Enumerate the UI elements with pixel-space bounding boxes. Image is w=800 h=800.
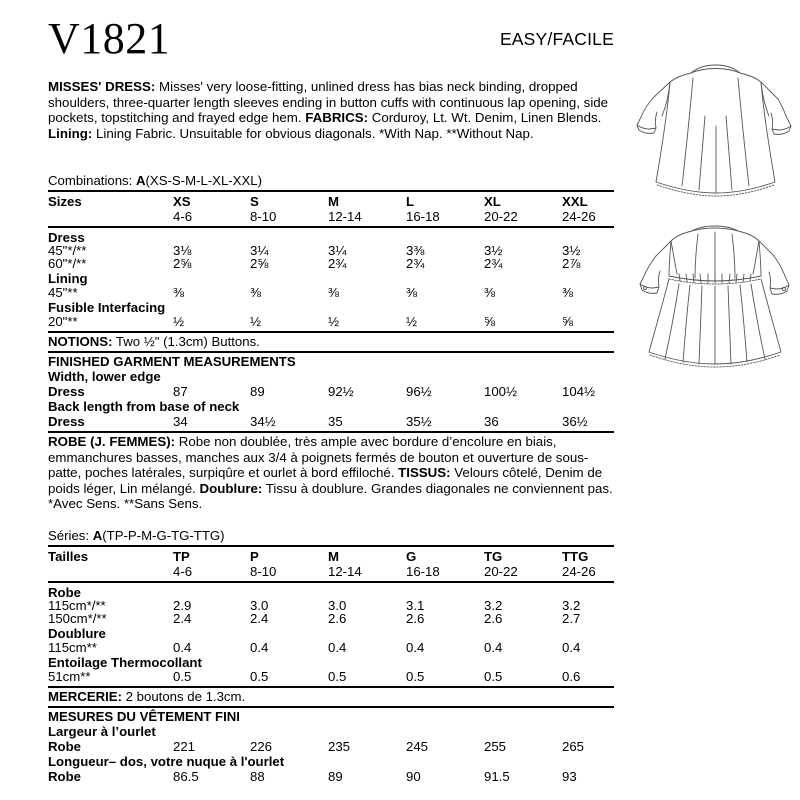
lining-label-french: Doublure:	[199, 480, 263, 496]
row-value: 2¾	[328, 256, 347, 271]
table-row	[48, 739, 614, 754]
row-value: 2¾	[406, 256, 425, 271]
group-heading-entoilage	[48, 655, 614, 670]
row-value: 3¼	[328, 243, 347, 258]
row-value: 104½	[562, 384, 596, 399]
row-value: 87	[173, 384, 188, 399]
table-rule	[48, 331, 614, 333]
row-value: ⅝	[484, 314, 495, 329]
size-code-l: L	[406, 194, 415, 209]
combinations-english	[48, 173, 614, 188]
row-value: 0.5	[250, 669, 269, 684]
row-label: 20"**	[48, 314, 78, 329]
group-heading-doublure	[48, 626, 614, 641]
table-rule	[48, 431, 614, 433]
size-code-ttg: TTG	[562, 549, 589, 564]
combinations-group-french: A	[92, 528, 103, 543]
row-value: 90	[406, 769, 421, 784]
row-value: 2⅞	[562, 256, 581, 271]
table-row	[48, 314, 614, 329]
row-value: 86.5	[173, 769, 199, 784]
table-rule	[48, 686, 614, 688]
size-number-m: 12-14	[328, 209, 362, 224]
size-code-xl: XL	[484, 194, 501, 209]
finished-measurements-title-english: FINISHED GARMENT MEASUREMENTS	[48, 354, 296, 369]
size-number-row-french	[48, 564, 614, 579]
row-value: 0.4	[562, 640, 581, 655]
row-value: 34½	[250, 414, 276, 429]
combinations-french	[48, 528, 614, 543]
table-row	[48, 669, 614, 684]
group-heading-width-lower-edge	[48, 369, 614, 384]
row-value: ½	[328, 314, 339, 329]
table-row	[48, 414, 614, 429]
row-value: 35½	[406, 414, 432, 429]
group-heading-fusible-interfacing	[48, 300, 614, 315]
row-value: 3.2	[562, 598, 581, 613]
table-rule	[48, 545, 614, 547]
dress-front-view-illustration	[630, 56, 798, 218]
row-value: 0.4	[328, 640, 347, 655]
row-value: 2¾	[484, 256, 503, 271]
row-value: ⅜	[406, 285, 417, 300]
row-value: 255	[484, 739, 507, 754]
row-value: 92½	[328, 384, 354, 399]
row-value: 36	[484, 414, 499, 429]
group-label: Width, lower edge	[48, 369, 161, 384]
row-value: 245	[406, 739, 429, 754]
size-number-ttg: 24-26	[562, 564, 596, 579]
size-code-xxl: XXL	[562, 194, 588, 209]
size-number-g: 16-18	[406, 564, 440, 579]
row-value: 36½	[562, 414, 588, 429]
table-row	[48, 769, 614, 784]
row-label: 51cm**	[48, 669, 91, 684]
group-label: Fusible Interfacing	[48, 300, 166, 315]
size-number-xl: 20-22	[484, 209, 518, 224]
group-heading-longueur-dos	[48, 754, 614, 769]
sizes-label-english: Sizes	[48, 194, 82, 209]
description-english	[48, 79, 614, 141]
row-label: 150cm*/**	[48, 611, 107, 626]
row-value: 0.6	[562, 669, 581, 684]
table-rule	[48, 581, 614, 583]
row-value: 2.4	[173, 611, 192, 626]
dress-back-view-illustration	[630, 218, 798, 378]
size-number-xs: 4-6	[173, 209, 193, 224]
row-value: ½	[406, 314, 417, 329]
row-label: 115cm**	[48, 640, 97, 655]
size-number-tg: 20-22	[484, 564, 518, 579]
size-number-tp: 4-6	[173, 564, 193, 579]
description-english-body: Misses' very loose-fitting, unlined dress has bias neck binding, dropped shoulders, three-quarter length sleeves ending in button cuffs with continuous lap opening, side pockets, topstitching and frayed edge hem.	[48, 79, 609, 126]
row-value: 221	[173, 739, 196, 754]
size-code-p: P	[250, 549, 259, 564]
group-heading-largeur-ourlet	[48, 724, 614, 739]
table-row	[48, 285, 614, 300]
row-value: 0.4	[406, 640, 425, 655]
row-value: 3⅜	[406, 243, 425, 258]
row-value: 0.5	[484, 669, 503, 684]
row-value: 2.6	[328, 611, 347, 626]
row-value: 3.0	[328, 598, 347, 613]
row-value: 226	[250, 739, 273, 754]
size-number-p: 8-10	[250, 564, 277, 579]
table-rule	[48, 226, 614, 228]
group-label: Dress	[48, 230, 85, 245]
row-value: 3½	[484, 243, 503, 258]
group-heading-back-length	[48, 399, 614, 414]
row-label: 60"*/**	[48, 256, 87, 271]
lining-label-english: Lining:	[48, 125, 93, 141]
row-value: 0.4	[484, 640, 503, 655]
table-row	[48, 384, 614, 399]
row-value: 96½	[406, 384, 432, 399]
row-value: ⅜	[250, 285, 261, 300]
size-number-m: 12-14	[328, 564, 362, 579]
group-label: Back length from base of neck	[48, 399, 240, 414]
row-value: ⅜	[484, 285, 495, 300]
combinations-sizes-english: (XS-S-M-L-XL-XXL)	[145, 173, 263, 188]
size-code-m: M	[328, 194, 339, 209]
row-value: 3⅛	[173, 243, 192, 258]
row-value: 265	[562, 739, 585, 754]
row-value: ⅝	[562, 314, 573, 329]
group-label: Longueur– dos, votre nuque à l'ourlet	[48, 754, 285, 769]
size-code-g: G	[406, 549, 417, 564]
size-code-tg: TG	[484, 549, 503, 564]
row-value: 3.0	[250, 598, 269, 613]
size-code-row-english	[48, 194, 614, 209]
row-value: 2.4	[250, 611, 269, 626]
table-rule	[48, 706, 614, 708]
row-value: 0.5	[328, 669, 347, 684]
row-value: ⅜	[328, 285, 339, 300]
row-value: 91.5	[484, 769, 510, 784]
sizes-label-french: Tailles	[48, 549, 89, 564]
table-row	[48, 611, 614, 626]
combinations-group-english: A	[135, 173, 146, 188]
combinations-label-english: Combinations:	[48, 173, 136, 188]
table-row	[48, 256, 614, 271]
fabrics-body-english: Corduroy, Lt. Wt. Denim, Linen Blends.	[368, 110, 602, 126]
fabrics-label-french: TISSUS:	[398, 465, 451, 481]
lining-body-french: Tissu à doublure. Grandes diagonales ne conviennent pas. *Avec Sens. **Sans Sens.	[48, 480, 613, 512]
row-value: ⅜	[173, 285, 184, 300]
notions-french	[48, 689, 614, 704]
description-french-title: ROBE (J. FEMMES):	[48, 434, 176, 449]
row-value: 0.4	[250, 640, 269, 655]
row-value: 235	[328, 739, 351, 754]
group-label: Doublure	[48, 626, 106, 641]
row-value: 89	[250, 384, 265, 399]
row-label: Dress	[48, 384, 85, 399]
row-value: ½	[173, 314, 184, 329]
row-label: 45"**	[48, 285, 78, 300]
fabrics-body-french: Velours côtelé, Denim de poids léger, Lin mélangé.	[48, 465, 603, 496]
row-value: 35	[328, 414, 343, 429]
table-rule	[48, 351, 614, 353]
row-value: 0.4	[173, 640, 192, 655]
notions-label-french: MERCERIE:	[48, 689, 122, 704]
row-value: 2.6	[484, 611, 503, 626]
row-value: 3½	[562, 243, 581, 258]
row-value: 2⅝	[173, 256, 192, 271]
row-value: 0.5	[406, 669, 425, 684]
row-value: 88	[250, 769, 265, 784]
lining-body-english: Lining Fabric. Unsuitable for obvious diagonals. *With Nap. **Without Nap.	[92, 125, 534, 141]
row-value: 0.5	[173, 669, 192, 684]
description-english-title: MISSES' DRESS:	[48, 79, 156, 94]
row-value: ½	[250, 314, 261, 329]
notions-body-french: 2 boutons de 1.3cm.	[122, 689, 246, 704]
row-label: Robe	[48, 769, 81, 784]
row-value: 89	[328, 769, 343, 784]
page-title: V1821	[48, 14, 171, 63]
description-french-body: Robe non doublée, très ample avec bordure d’encolure en biais, emmanchures basses, manches aux 3/4 à poignets fermés de bouton et ouverture de sous-patte, poches latérales, surpiqûre et ourlet à bord effiloché.	[48, 434, 589, 481]
group-label: Entoilage Thermocollant	[48, 655, 202, 670]
combinations-sizes-french: (TP-P-M-G-TG-TTG)	[102, 528, 225, 543]
row-value: 3.2	[484, 598, 503, 613]
row-value: 2.6	[406, 611, 425, 626]
description-french	[48, 434, 614, 512]
row-value: 93	[562, 769, 577, 784]
row-label: 115cm*/**	[48, 598, 106, 613]
size-code-s: S	[250, 194, 259, 209]
row-label: 45"*/**	[48, 243, 87, 258]
group-heading-lining	[48, 271, 614, 286]
row-value: 2.9	[173, 598, 192, 613]
row-value: 34	[173, 414, 188, 429]
row-value: 2⅝	[250, 256, 269, 271]
table-row	[48, 640, 614, 655]
size-number-xxl: 24-26	[562, 209, 596, 224]
row-value: 3.1	[406, 598, 425, 613]
row-value: 100½	[484, 384, 518, 399]
table-rule	[48, 190, 614, 192]
difficulty-badge: EASY/FACILE	[499, 29, 614, 49]
finished-measurements-title-french: MESURES DU VÊTEMENT FINI	[48, 709, 240, 724]
fabrics-label-english: FABRICS:	[305, 110, 369, 126]
group-label: Largeur à l’ourlet	[48, 724, 156, 739]
size-code-tp: TP	[173, 549, 190, 564]
combinations-label-french: Séries:	[48, 528, 93, 543]
notions-body-english: Two ½" (1.3cm) Buttons.	[112, 334, 260, 349]
row-value: 2.7	[562, 611, 581, 626]
size-number-l: 16-18	[406, 209, 440, 224]
row-label: Robe	[48, 739, 81, 754]
size-code-xs: XS	[173, 194, 191, 209]
row-value: 3¼	[250, 243, 269, 258]
size-code-m: M	[328, 549, 339, 564]
size-number-s: 8-10	[250, 209, 277, 224]
notions-label-english: NOTIONS:	[48, 334, 113, 349]
group-label: Robe	[48, 585, 81, 600]
group-label: Lining	[48, 271, 88, 286]
row-value: ⅜	[562, 285, 573, 300]
row-label: Dress	[48, 414, 85, 429]
notions-english	[48, 334, 614, 349]
size-code-row-french	[48, 549, 614, 564]
size-number-row-english	[48, 209, 614, 224]
header	[48, 14, 614, 68]
